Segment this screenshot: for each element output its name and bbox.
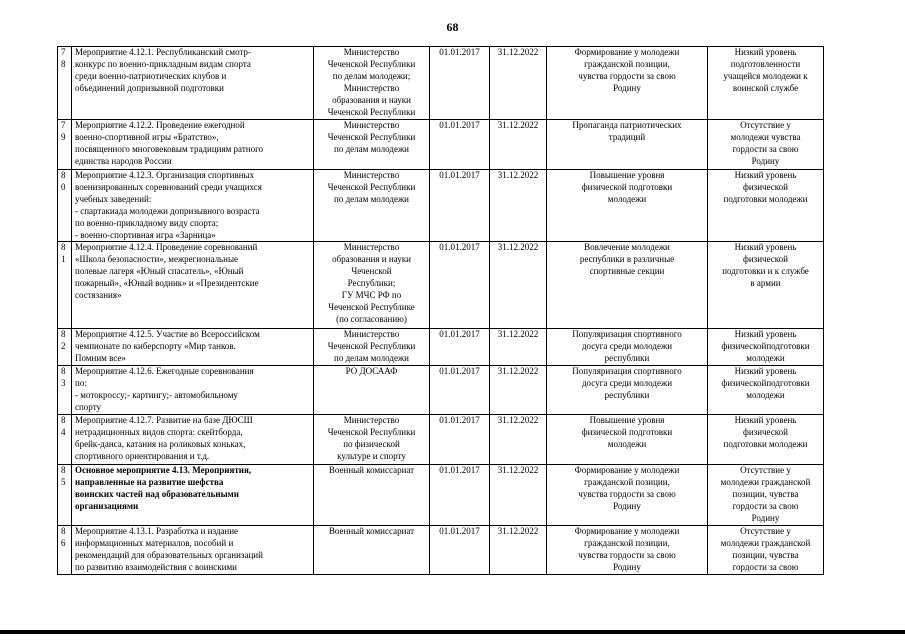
problem-line: молодежи гражданской bbox=[720, 476, 811, 487]
problem-line: позиции, чувства bbox=[732, 488, 799, 499]
name-line: Мероприятие 4.12.2. Проведение ежегодной bbox=[75, 120, 245, 130]
problem-line: учащейся молодежи к bbox=[723, 70, 808, 81]
problem-line: физической bbox=[743, 426, 788, 437]
event-name bbox=[72, 120, 314, 170]
agency-line: Чеченской Республики bbox=[327, 131, 416, 142]
agency-line: образования и науки bbox=[332, 94, 411, 105]
table-row bbox=[58, 170, 824, 242]
num-line: 0 bbox=[61, 181, 66, 192]
event-name bbox=[72, 366, 314, 415]
goal-line: Повышение уровня bbox=[589, 415, 665, 426]
goal-line: молодежи bbox=[607, 438, 647, 449]
problem-line: физическойподготовки bbox=[721, 378, 810, 389]
responsible-agency bbox=[314, 415, 430, 465]
problem-description bbox=[708, 120, 824, 170]
name-line: конкурс по военно-прикладным видам спорта bbox=[75, 58, 251, 69]
problem-line: в армии bbox=[750, 278, 781, 289]
problem-line: подготовки молодежи bbox=[723, 438, 808, 449]
table-row bbox=[58, 465, 824, 526]
agency-line: Министерство bbox=[343, 242, 400, 253]
name-line: по военно-прикладному виду спорта; bbox=[75, 217, 219, 228]
name-line: Мероприятие 4.13.1. Разработка и издание bbox=[75, 526, 239, 537]
start-date: 01.01.2017 bbox=[430, 526, 490, 575]
event-name bbox=[72, 170, 314, 242]
name-line: спорту bbox=[75, 402, 102, 413]
row-number bbox=[58, 329, 72, 366]
problem-line: Родину bbox=[751, 155, 780, 166]
num-line: 3 bbox=[61, 378, 66, 389]
agency-line: Чеченской Республики bbox=[327, 181, 416, 192]
agency-line: (по согласованию) bbox=[336, 313, 407, 324]
num-line: 8 bbox=[61, 366, 66, 377]
name-line: учебных заведений: bbox=[75, 193, 152, 204]
goal-line: гражданской позиции, bbox=[584, 476, 670, 487]
num-line: 4 bbox=[61, 426, 66, 437]
problem-line: Отсутствие у bbox=[740, 465, 791, 476]
name-line: - мотокроссу;- картингу;- автомобильному bbox=[75, 390, 238, 401]
agency-line: Республики; bbox=[347, 278, 396, 289]
goal-line: гражданской позиции, bbox=[584, 537, 670, 548]
start-date: 01.01.2017 bbox=[430, 47, 490, 120]
agency-line: по делам молодежи bbox=[334, 193, 409, 204]
end-date: 31.12.2022 bbox=[490, 170, 547, 242]
name-line: информационных материалов, пособий и bbox=[75, 537, 234, 548]
problem-description bbox=[708, 465, 824, 526]
row-number bbox=[58, 366, 72, 415]
name-line: военизированных соревнований среди учащихся bbox=[75, 181, 262, 192]
problem-line: Низкий уровень bbox=[734, 329, 797, 340]
end-date: 31.12.2022 bbox=[490, 465, 547, 526]
end-date: 31.12.2022 bbox=[490, 329, 547, 366]
end-date: 31.12.2022 bbox=[490, 120, 547, 170]
goal-line: чувства гордости за свою bbox=[578, 549, 676, 560]
expected-result bbox=[547, 120, 708, 170]
goal-line: Популяризация спортивного bbox=[572, 366, 682, 377]
agency-line: Министерство bbox=[343, 47, 400, 57]
goal-line: Популяризация спортивного bbox=[572, 329, 682, 340]
expected-result bbox=[547, 329, 708, 366]
row-number bbox=[58, 526, 72, 575]
problem-description bbox=[708, 415, 824, 465]
name-line: организациями bbox=[75, 500, 139, 511]
expected-result bbox=[547, 465, 708, 526]
goal-line: физической подготовки bbox=[581, 426, 673, 437]
page-number: 68 bbox=[446, 20, 459, 34]
goal-line: чувства гордости за свою bbox=[578, 488, 676, 499]
name-line: среди военно-патриотических клубов и bbox=[75, 70, 227, 81]
responsible-agency bbox=[314, 526, 430, 575]
name-line: Мероприятие 4.12.4. Проведение соревнований bbox=[75, 242, 258, 253]
start-date: 01.01.2017 bbox=[430, 329, 490, 366]
problem-line: Отсутствие у bbox=[740, 526, 791, 537]
problem-line: молодежи гражданской bbox=[720, 537, 811, 548]
problem-description bbox=[708, 170, 824, 242]
table-row bbox=[58, 242, 824, 329]
agency-line: Чеченской Республики bbox=[327, 341, 416, 352]
responsible-agency bbox=[314, 120, 430, 170]
num-line: 8 bbox=[61, 170, 66, 180]
problem-line: гордости за свою bbox=[732, 500, 799, 511]
expected-result bbox=[547, 526, 708, 575]
responsible-agency bbox=[314, 170, 430, 242]
name-line: Основное мероприятие 4.13. Мероприятия, bbox=[75, 465, 252, 476]
name-line: Мероприятие 4.12.1. Республиканский смотр- bbox=[75, 47, 252, 57]
agency-line: Чеченской Республики bbox=[327, 58, 416, 69]
name-line: спортивного ориентирования и т.д. bbox=[75, 450, 210, 461]
end-date: 31.12.2022 bbox=[490, 47, 547, 120]
goal-line: Пропаганда патриотических bbox=[572, 120, 682, 130]
goal-line: Формирование у молодежи bbox=[574, 47, 680, 57]
end-date: 31.12.2022 bbox=[490, 242, 547, 329]
num-line: 8 bbox=[61, 242, 66, 253]
goal-line: Формирование у молодежи bbox=[574, 465, 680, 476]
name-line: - военно-спортивная игра «Зарница» bbox=[75, 229, 216, 240]
event-name bbox=[72, 47, 314, 120]
problem-line: физическойподготовки bbox=[721, 341, 810, 352]
responsible-agency bbox=[314, 366, 430, 415]
agency-line: Чеченской Республики bbox=[327, 106, 416, 117]
goal-line: гражданской позиции, bbox=[584, 58, 670, 69]
name-line: Мероприятие 4.12.6. Ежегодные соревнования bbox=[75, 366, 254, 377]
agency-line: Министерство bbox=[343, 120, 400, 130]
start-date: 01.01.2017 bbox=[430, 465, 490, 526]
name-line: Мероприятие 4.12.3. Организация спортивных bbox=[75, 170, 255, 180]
problem-line: гордости за свою bbox=[732, 561, 799, 572]
num-line: 7 bbox=[61, 120, 66, 130]
goal-line: Вовлечение молодежи bbox=[584, 242, 670, 253]
name-line: «Школа безопасности», межрегиональные bbox=[75, 254, 239, 265]
goal-line: досуга среди молодежи bbox=[581, 341, 673, 352]
row-number bbox=[58, 170, 72, 242]
name-line: Мероприятие 4.12.7. Развитие на базе ДЮСШ bbox=[75, 415, 253, 426]
problem-line: позиции, чувства bbox=[732, 549, 799, 560]
expected-result bbox=[547, 170, 708, 242]
start-date: 01.01.2017 bbox=[430, 170, 490, 242]
name-line: объединений допризывной подготовки bbox=[75, 82, 224, 93]
agency-line: культуре и спорту bbox=[337, 450, 406, 461]
table-row bbox=[58, 329, 824, 366]
goal-line: Формирование у молодежи bbox=[574, 526, 680, 537]
problem-line: физической bbox=[743, 181, 788, 192]
agency-line: Министерство bbox=[343, 82, 400, 93]
table-row bbox=[58, 120, 824, 170]
problem-description bbox=[708, 526, 824, 575]
responsible-agency bbox=[314, 242, 430, 329]
end-date: 31.12.2022 bbox=[490, 415, 547, 465]
row-number bbox=[58, 120, 72, 170]
problem-line: молодежи чувства bbox=[730, 131, 801, 142]
end-date: 31.12.2022 bbox=[490, 366, 547, 415]
num-line: 9 bbox=[61, 131, 66, 142]
num-line: 5 bbox=[61, 476, 66, 487]
name-line: воинских частей над образовательными bbox=[75, 488, 239, 499]
goal-line: Родину bbox=[613, 561, 641, 572]
problem-line: Низкий уровень bbox=[734, 170, 797, 180]
goal-line: физической подготовки bbox=[581, 181, 673, 192]
agency-line: образования и науки bbox=[332, 254, 411, 265]
problem-description bbox=[708, 47, 824, 120]
program-table bbox=[57, 46, 824, 575]
problem-line: молодежи bbox=[746, 390, 785, 401]
goal-line: республики bbox=[604, 390, 650, 401]
event-name bbox=[72, 465, 314, 526]
agency-line: ГУ МЧС РФ по bbox=[341, 290, 402, 301]
agency-line: Чеченской Республики bbox=[327, 426, 416, 437]
table-row bbox=[58, 47, 824, 120]
num-line: 8 bbox=[61, 415, 66, 426]
row-number bbox=[58, 242, 72, 329]
goal-line: республики bbox=[604, 353, 650, 364]
agency-line: РО ДОСААФ bbox=[345, 366, 398, 377]
name-line: Помним все» bbox=[75, 353, 126, 364]
event-name bbox=[72, 415, 314, 465]
name-line: нетрадиционных видов спорта: скейтборда, bbox=[75, 426, 243, 437]
start-date: 01.01.2017 bbox=[430, 366, 490, 415]
num-line: 8 bbox=[61, 465, 66, 476]
name-line: по развитию взаимодействия с воинскими bbox=[75, 561, 237, 572]
name-line: брейк-данса, катания на роликовых коньках, bbox=[75, 438, 246, 449]
name-line: направленные на развитие шефства bbox=[75, 476, 224, 487]
agency-line: по делам молодежи bbox=[334, 353, 409, 364]
problem-line: Родину bbox=[751, 512, 780, 523]
name-line: - спартакиада молодежи допризывного возраста bbox=[75, 205, 260, 216]
goal-line: Родину bbox=[613, 82, 641, 93]
problem-description bbox=[708, 329, 824, 366]
start-date: 01.01.2017 bbox=[430, 242, 490, 329]
goal-line: Родину bbox=[613, 500, 641, 511]
goal-line: традиций bbox=[608, 131, 646, 142]
problem-line: молодежи bbox=[746, 353, 785, 364]
agency-line: Министерство bbox=[343, 329, 400, 340]
expected-result bbox=[547, 47, 708, 120]
goal-line: молодежи bbox=[607, 193, 647, 204]
problem-line: Отсутствие у bbox=[740, 120, 791, 130]
name-line: полевые лагеря «Юный спасатель», «Юный bbox=[75, 266, 244, 277]
agency-line: по делам молодежи bbox=[334, 143, 409, 154]
event-name bbox=[72, 329, 314, 366]
num-line: 8 bbox=[61, 329, 66, 340]
problem-line: Низкий уровень bbox=[734, 415, 797, 426]
responsible-agency bbox=[314, 329, 430, 366]
name-line: по: bbox=[75, 378, 87, 389]
row-number bbox=[58, 47, 72, 120]
row-number bbox=[58, 415, 72, 465]
name-line: посвященного многовековым традициям ратного bbox=[75, 143, 264, 154]
event-name bbox=[72, 242, 314, 329]
name-line: состязания» bbox=[75, 290, 122, 301]
problem-line: подготовки молодежи bbox=[723, 193, 808, 204]
bottom-border-line bbox=[0, 630, 905, 634]
problem-line: подготовленности bbox=[730, 58, 801, 69]
agency-line: Чеченской bbox=[351, 266, 392, 277]
start-date: 01.01.2017 bbox=[430, 120, 490, 170]
num-line: 6 bbox=[61, 537, 66, 548]
num-line: 8 bbox=[61, 526, 66, 537]
problem-description bbox=[708, 366, 824, 415]
goal-line: досуга среди молодежи bbox=[581, 378, 673, 389]
agency-line: по делам молодежи; bbox=[332, 70, 411, 81]
problem-line: подготовки и к службе bbox=[722, 266, 809, 277]
goal-line: Повышение уровня bbox=[589, 170, 665, 180]
agency-line: Военный комиссариат bbox=[328, 465, 415, 476]
responsible-agency bbox=[314, 47, 430, 120]
table-row bbox=[58, 366, 824, 415]
problem-description bbox=[708, 242, 824, 329]
problem-line: Низкий уровень bbox=[734, 47, 797, 57]
num-line: 7 bbox=[61, 47, 66, 57]
problem-line: Низкий уровень bbox=[734, 242, 797, 253]
name-line: военно-спортивной игры «Братство», bbox=[75, 131, 219, 142]
agency-line: Чеченской Республике bbox=[328, 301, 415, 312]
agency-line: Министерство bbox=[343, 415, 400, 426]
end-date: 31.12.2022 bbox=[490, 526, 547, 575]
event-name bbox=[72, 526, 314, 575]
agency-line: Военный комиссариат bbox=[328, 526, 415, 537]
expected-result bbox=[547, 366, 708, 415]
row-number bbox=[58, 465, 72, 526]
agency-line: по физической bbox=[343, 438, 400, 449]
responsible-agency bbox=[314, 465, 430, 526]
problem-line: гордости за свою bbox=[732, 143, 799, 154]
table-row bbox=[58, 526, 824, 575]
num-line: 1 bbox=[61, 254, 66, 265]
start-date: 01.01.2017 bbox=[430, 415, 490, 465]
problem-line: Низкий уровень bbox=[734, 366, 797, 377]
name-line: Мероприятие 4.12.5. Участие во Всероссийском bbox=[75, 329, 260, 340]
name-line: пожарный», «Юный водник» и «Президентские bbox=[75, 278, 259, 289]
name-line: единства народов России bbox=[75, 155, 172, 166]
name-line: рекомендаций для образовательных организаций bbox=[75, 549, 263, 560]
num-line: 8 bbox=[61, 58, 66, 69]
agency-line: Министерство bbox=[343, 170, 400, 180]
goal-line: спортивные секции bbox=[589, 266, 665, 277]
table-row bbox=[58, 415, 824, 465]
problem-line: физической bbox=[743, 254, 788, 265]
goal-line: чувства гордости за свою bbox=[578, 70, 676, 81]
expected-result bbox=[547, 242, 708, 329]
name-line: чемпионате по киберспорту «Мир танков. bbox=[75, 341, 236, 352]
goal-line: республики в различные bbox=[579, 254, 675, 265]
problem-line: воинской службе bbox=[732, 82, 799, 93]
num-line: 2 bbox=[61, 341, 66, 352]
expected-result bbox=[547, 415, 708, 465]
